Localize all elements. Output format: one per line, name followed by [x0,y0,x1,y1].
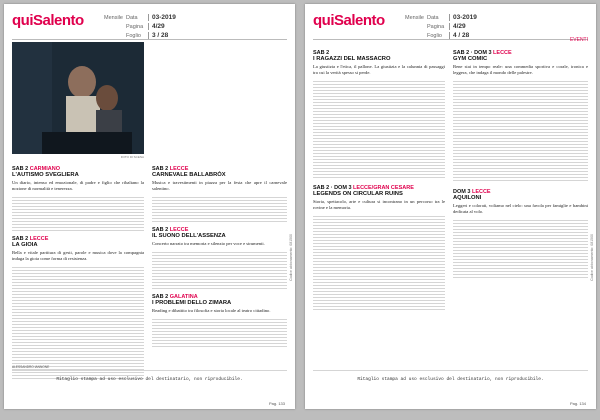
block-text: Bene stai in tempo reale: una commedia sportiva e corale, ironica e leggera, che indaga il mondo delle palestre. [453,64,588,75]
meta-value-date: 03-2019 [148,14,192,21]
footer-rule [313,370,588,371]
meta-value-date: 03-2019 [449,14,493,21]
meta-label-date: Data [126,14,138,21]
block-title: LA GIOIA [12,242,38,248]
block-text: Reading e dibattito tra filosofia e storia locale al teatro cittadino. [152,308,271,313]
left-page [4,4,295,409]
header-rule [313,39,588,40]
photo-image [12,42,144,154]
right-column-2 [453,46,588,278]
meta-label-sheet: Foglio [427,32,442,39]
meta-side-label: Mensile [405,14,424,21]
block-title: L'AUTISMO SVEGLIERA [12,172,79,178]
section-tag: EVENTI [569,37,588,43]
meta-value-page: 4/29 [449,23,493,30]
page-number: Pag. 134 [569,401,586,406]
photo-credit: ALESSANDRO IANNONE [12,365,50,369]
text-lines [313,79,445,179]
vertical-code: Codice abbonamento: 081500 [289,234,293,281]
article-photo [12,42,144,154]
block-section: SAB 2 GALATINA [152,294,198,300]
text-lines [12,195,144,231]
meta-side-label: Mensile [104,14,123,21]
clipping-footer: Ritaglio stampa ad uso esclusivo del destinatario, non riproducibile. [56,377,243,382]
page-number: Pag. 133 [268,401,285,406]
block-text: La giustizia e l'etica, il pallone. La giustizia e la calunnia di passaggi tra cui la verità spesso si perde. [313,64,445,75]
text-lines [313,214,445,310]
left-column-1 [12,162,144,379]
block-title: AQUILONI [453,195,482,201]
meta-value-sheet: 3 / 28 [148,32,192,39]
footer-rule [12,370,287,371]
block-section: SAB 2 LECCE [152,227,189,233]
publication-logo: quiSalento [313,12,385,29]
block-text: Bella e vitale partitura di gesti, parole e musica dove la compagnia indaga la gioia come forma di resistenza. [12,250,144,261]
publication-logo: quiSalento [12,12,84,29]
block-title: I PROBLEMI DELLO ZIMARA [152,300,232,306]
block-title: GYM COMIC [453,56,488,62]
block-title: LEGENDS ON CIRCULAR RUINS [313,191,403,197]
clipping-meta [405,13,585,40]
meta-value-page: 4/29 [148,23,192,30]
block-text: Musica e travestimenti in piazza per la festa che apre il carnevale salentino. [152,180,287,191]
block-text: Leggeri e colorati, voliamo nel cielo: una favola per famiglie e bambini dedicata al volo. [453,203,588,214]
vertical-code: Codice abbonamento: 081500 [590,234,594,281]
block-title: CARNEVALE BALLABRÒX [152,172,226,178]
block-section: SAB 2 CARMIANO [12,166,60,172]
block-section: SAB 2 LECCE [12,236,49,242]
text-lines [152,250,287,290]
text-lines [12,265,144,379]
text-lines [152,317,287,347]
meta-value-sheet: 4 / 28 [449,32,493,39]
text-lines [453,79,588,183]
meta-label-page: Pagina [126,23,144,30]
block-section: SAB 2 [313,50,330,56]
text-lines [152,195,287,223]
block-title: I RAGAZZI DEL MASSACRO [313,56,391,62]
block-section: SAB 2 · DOM 3 LECCE [453,50,512,56]
photo-caption: FOTO DI SCENA [120,155,144,159]
text-lines [453,218,588,278]
meta-label-date: Data [427,14,439,21]
right-page [305,4,596,409]
block-text: Storia, spettacolo, arte e cultura si incontrano in un percorso tra le rovine e la memoria. [313,199,445,210]
block-text: Concerto narrato tra memoria e silenzio per voce e strumenti. [152,241,265,246]
clipping-footer: Ritaglio stampa ad uso esclusivo del destinatario, non riproducibile. [357,377,544,382]
block-text: Un diario, intenso ed emozionale, di padre e figlio che ribaltano la nozione di normalità e tenerezza. [12,180,144,191]
clipping-meta [104,13,284,40]
block-title: IL SUONO DELL'ASSENZA [152,233,226,239]
block-section: SAB 2 LECCE [152,166,189,172]
meta-label-sheet: Foglio [126,32,141,39]
header-rule [12,39,287,40]
block-section: SAB 2 · DOM 3 LECCE/GRAN CESARE [313,185,414,191]
left-column-2 [152,162,287,347]
block-section: DOM 3 LECCE [453,189,491,195]
right-column-1 [313,46,445,310]
meta-label-page: Pagina [427,23,445,30]
